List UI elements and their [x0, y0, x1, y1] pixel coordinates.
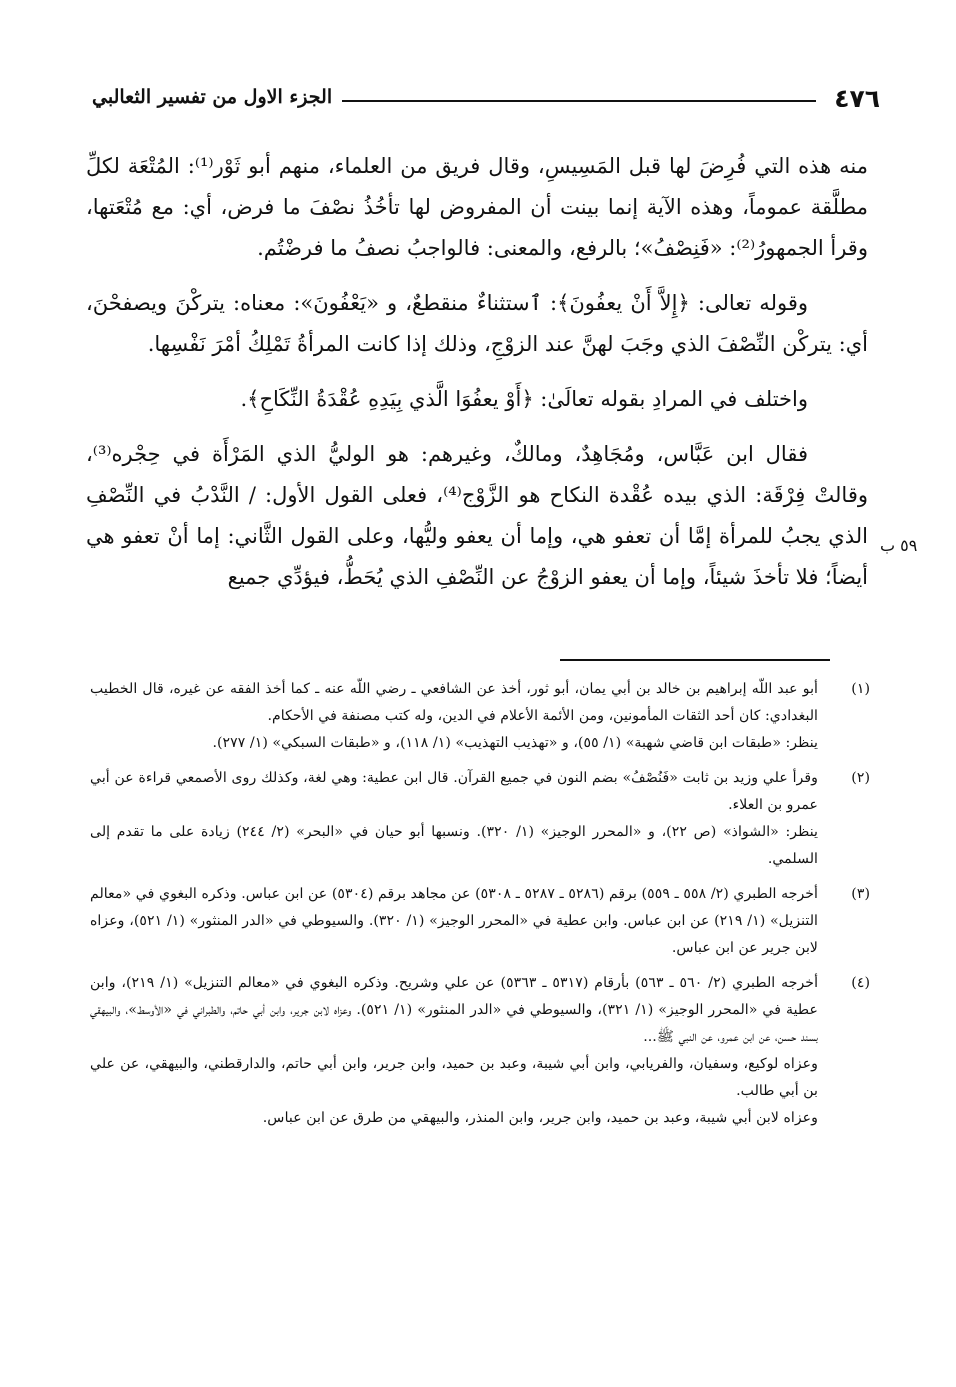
paragraph: فقال ابن عَبَّاس، ومُجَاهِدٌ، ومالكٌ، وغيرهم: هو الوليُّ الذي المَرْأَة في حِجْره⁽³⁾، وقالتْ فِرْقَة: الذي بيده عُقْدة النكاح هو الزَّوْج⁽⁴⁾، فعلى القول الأول: / النَّدْبُ في النِّصْفِ الذي يجبُ للمرأة إمَّا أن تعفو هي، وإما أن يعفو وليُّها، وعلى القول الثَّاني: إما أنْ تعفو هي أيضاً؛ فلا تأخذَ شيئاً، وإما أن يعفو الزوْجُ عن النِّصْفِ الذي يُحَطُّ، فيؤدِّي جميع	[86, 442, 868, 589]
footnote-number: (٤)	[851, 975, 870, 991]
footnote-text: وقرأ علي وزيد بن ثابت «فَنُصْفُ» بضم النون في جميع القرآن. قال ابن عطية: وهي لغة، وكذلك روى الأصمعي قراءة عن أبي عمرو بن العلاء.	[90, 770, 818, 813]
footnote-number: (١)	[851, 681, 870, 697]
footnote	[90, 970, 870, 1132]
footnote-separator	[560, 659, 830, 661]
footnote-reference: ينظر: «الشواذ» (ص ٢٢)، و «المحرر الوجيز» (١/ ٣٢٠). ونسبها أبو حيان في «البحر» (٢/ ٢٤٤) زيادة على ما تقدم إلى السلمي.	[90, 824, 818, 867]
page-number: ٤٧٦	[834, 84, 880, 113]
paragraph: واختلف في المرادِ بقوله تعالَىٰ: ﴿أَوْ يعفُوَا الَّذي بِيَدِهِ عُقْدَةُ النِّكَاحِ﴾.	[240, 387, 808, 411]
footnote-text: وعزاه لوكيع، وسفيان، والفريابي، وابن أبي شيبة، وعبد بن حميد، وابن جرير، وابن أبي حاتم، والدارقطني، والبيهقي، عن علي بن أبي طالب.	[90, 1056, 818, 1099]
footnote-number: (٢)	[851, 770, 870, 786]
running-title: الجزء الاول من تفسير الثعالبي	[92, 86, 333, 108]
footnote	[90, 881, 870, 962]
footnote	[90, 765, 870, 873]
footnote-text: أخرجه الطبري (٢/ ٥٥٨ ـ ٥٥٩) برقم (٥٢٨٦ ـ ٥٢٨٧ ـ ٥٣٠٨) عن مجاهد برقم (٥٣٠٤) عن ابن عباس. وذكره البغوي في «معالم التنزيل» (١/ ٢١٩) عن ابن عباس. وابن عطية في «المحرر الوجيز» (١/ ٣٢٠). والسيوطي في «الدر المنثور» (١/ ٥٢١)، وعزاه لابن جرير عن ابن عباس.	[90, 886, 818, 956]
page-header	[92, 84, 880, 116]
footnote-reference: ينظر: «طبقات ابن قاضي شهبة» (١/ ٥٥)، و «تهذيب التهذيب» (١/ ١١٨)، و «طبقات السبكي» (١/ ٢٧٧).	[212, 735, 818, 751]
footnote-text: أخرجه الطبري (٢/ ٥٦٠ ـ ٥٦٣) بأرقام (٥٣١٧ ـ ٥٣٦٣) عن علي وشريح. وذكره البغوي في «معالم التنزيل» (١/ ٢١٩)، وابن عطية في «المحرر الوجيز» (١/ ٣٢١)، والسيوطي في «الدر المنثور» (١/ ٥٢١). وعزاه لابن جرير، وابن أبي حاتم، والطبراني في «الأوسط»، والبيهقي بسند حسن، عن ابن عمرو، عن النبي ﷺ...	[90, 975, 819, 1045]
paragraph: منه هذه التي فُرِضَ لها قبل المَسِيسِ، وقال فريق من العلماء، منهم أبو ثَوْر⁽¹⁾: المُتْعَة لكلِّ مطلَّقة عموماً، وهذه الآية إنما بينت أن المفروض لها تأخُذُ نصْفَ ما فرض، أي: مع مُتْعَتها، وقرأ الجمهورُ⁽²⁾: «فَنِصْفُ»؛ بالرفع، والمعنى: فالواجبُ نصفُ ما فرضْتُم.	[86, 154, 868, 260]
footnote-number: (٣)	[851, 886, 870, 902]
footnote	[90, 676, 870, 757]
header-rule	[342, 100, 816, 102]
footnotes	[90, 676, 870, 1140]
footnote-text: أبو عبد اللّه إبراهيم بن خالد بن أبي يمان، أبو ثور، أخذ عن الشافعي ـ رضي اللّه عنه ـ كما أخذ الفقه عن غيره، قال الخطيب البغدادي: كان أحد الثقات المأمونين، ومن الأئمة الأعلام في الدين، وله كتب مصنفة في الأحكام.	[90, 681, 818, 724]
paragraph: وقوله تعالى: ﴿إِلاَّ أَنْ يعفُونَ﴾: ٱستثناءٌ منقطعٌ، و «يَعْفُونَ»: معناه: يتركْنَ ويصفحْنَ، أي: يتركْن النِّصْفَ الذي وجَبَ لهنَّ عند الزوْجِ، وذلك إذا كانت المرأةُ تَمْلِكُ أمْرَ نَفْسِها.	[86, 291, 868, 356]
footnote-text: وعزاه لابن أبي شيبة، وعبد بن حميد، وابن جرير، وابن المنذر، والبيهقي من طرق عن ابن عباس.	[262, 1110, 818, 1126]
margin-folio-note: ٥٩ ب	[880, 536, 918, 555]
main-text	[86, 146, 868, 612]
